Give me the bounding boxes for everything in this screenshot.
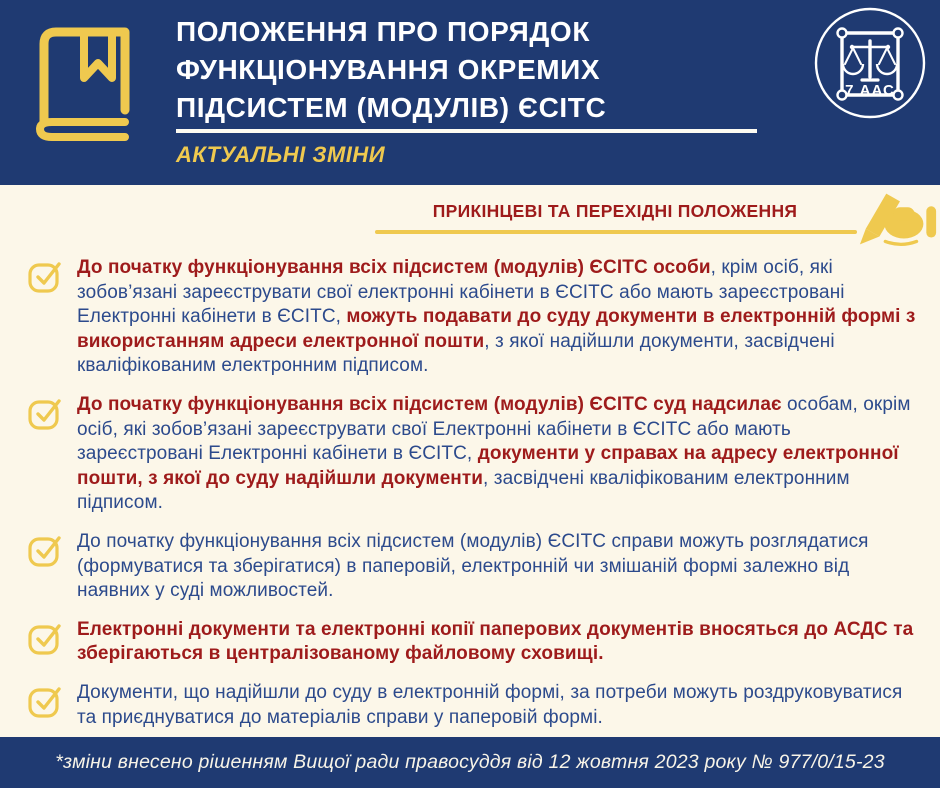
bullet-text (77, 618, 918, 667)
section-underline (375, 230, 857, 234)
footer-note: *зміни внесено рішенням Вищої ради правосуддя від 12 жовтня 2023 року № 977/0/15-23 (55, 751, 885, 773)
title-line-1: ПОЛОЖЕННЯ ПРО ПОРЯДОК (176, 16, 591, 47)
text-segment: , крім осіб, які зобов’язані зареєструвати свої електронні кабінети в ЄСІТС або мають зареєстровані Електронні кабінети в ЄСІТС, (77, 257, 845, 328)
text-segment: , засвідчені кваліфікованим електронним підписом. (77, 467, 850, 514)
check-icon (26, 394, 64, 432)
bullet-item-1 (26, 256, 918, 379)
text-segment: документи у справах на адресу електронної пошти, з якої до суду надійшли документи (77, 443, 899, 489)
text-segment: До початку функціонування всіх підсистем (модулів) ЄСІТС особи (77, 257, 711, 278)
text-segment: Електронні документи та електронні копії паперових документів вносяться до АСДС та зберігаються в централізованому файловому сховищі. (77, 618, 914, 665)
bullet-text (77, 530, 918, 604)
text-segment: Документи, що надійшли до суду в електронній формі, за потреби можуть роздруковуватися та приєднуватися до матеріалів справи у паперовій формі. (77, 681, 903, 728)
page-title (176, 13, 816, 127)
text-segment: До початку функціонування всіх підсистем (модулів) ЄСІТС суд надсилає (77, 393, 782, 415)
bullet-item-5 (26, 681, 918, 730)
bullet-text (77, 393, 918, 516)
text-segment: можуть подавати до суду документи в електронній формі з використанням адреси електронної пошти (77, 306, 916, 352)
check-icon (26, 682, 64, 720)
header (0, 0, 940, 185)
bullet-text (77, 256, 918, 379)
section-heading: ПРИКІНЦЕВІ ТА ПЕРЕХІДНІ ПОЛОЖЕННЯ (432, 201, 798, 221)
subtitle: АКТУАЛЬНІ ЗМІНИ (176, 142, 386, 167)
bullet-text (77, 681, 918, 730)
title-line-2: ФУНКЦІОНУВАННЯ ОКРЕМИХ (176, 54, 601, 85)
text-segment: особам, окрім осіб, які зобов’язані зареєструвати свої Електронні кабінети в ЄСІТС або мають зареєстровані Електронні кабінети в ЄСІТС, (77, 393, 911, 465)
scales-of-justice-icon (812, 5, 928, 121)
title-underline (176, 129, 757, 133)
book-icon (26, 16, 150, 154)
text-segment: До початку функціонування всіх підсистем (модулів) ЄСІТС справи можуть розглядатися (формуватися та зберігатися) в паперовій, електронній чи змішаній формі залежно від наявних у суді можливостей. (77, 530, 869, 602)
bullet-item-2 (26, 393, 918, 516)
writing-hand-icon (856, 189, 940, 247)
bullet-item-3 (26, 530, 918, 604)
check-icon (26, 619, 64, 657)
text-segment: , з якої надійшли документи, засвідчені кваліфікованим електронним підписом. (77, 330, 835, 377)
bullet-item-4 (26, 618, 918, 667)
check-icon (26, 531, 64, 569)
title-line-3: ПІДСИСТЕМ (МОДУЛІВ) ЄСІТС (176, 92, 607, 123)
bullet-list (26, 256, 918, 744)
logo-caption: 7 ААС (845, 82, 895, 99)
footer (0, 737, 940, 788)
check-icon (26, 257, 64, 295)
